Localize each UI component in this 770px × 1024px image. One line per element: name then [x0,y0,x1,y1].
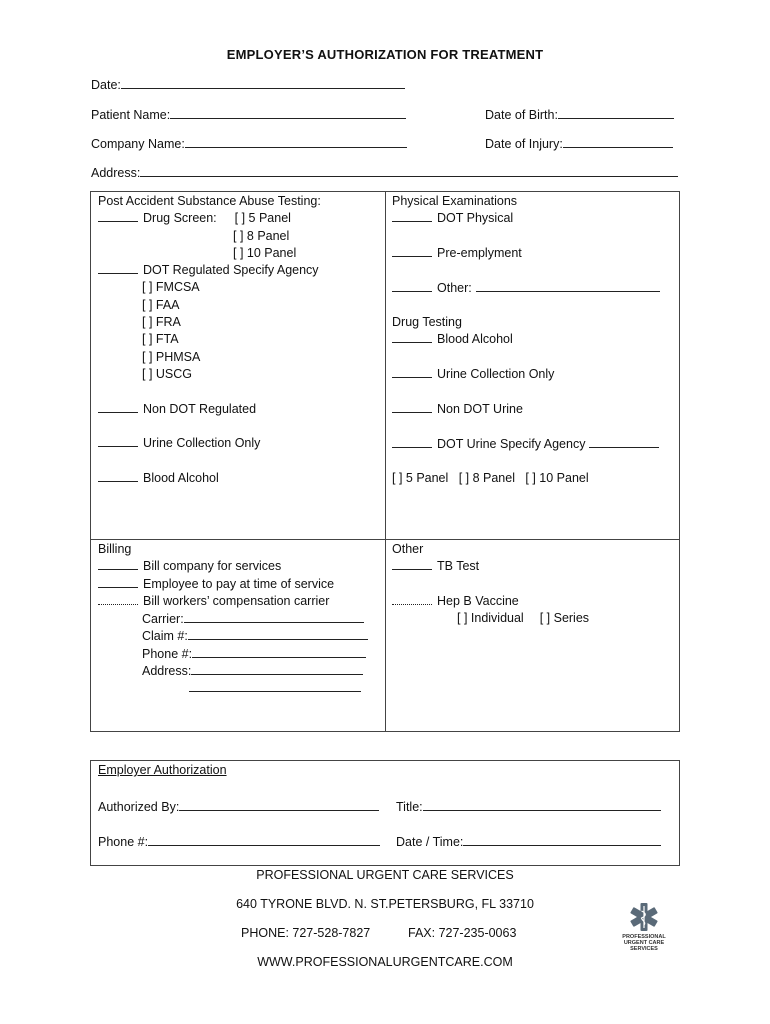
hep-b-row[interactable]: Hep B Vaccine [392,593,589,610]
billing-heading: Billing [98,542,132,556]
non-dot-urine-row[interactable]: Non DOT Urine [392,401,660,418]
panel-5-checkbox[interactable]: [ ] 5 Panel [234,211,291,226]
panel-8-checkbox[interactable]: [ ] 8 Panel [233,228,290,243]
billing-address-line[interactable] [191,662,363,675]
drug-testing-heading: Drug Testing [392,315,462,330]
pre-employment-row[interactable]: Pre-emplyment [392,245,660,262]
dob-field[interactable] [485,106,674,122]
authorized-by-line[interactable] [179,798,379,811]
claim-line[interactable] [188,627,368,640]
panel-10-checkbox[interactable]: [ ] 10 Panel [233,245,297,260]
star-of-life-icon [627,900,661,934]
dob-label: Date of Birth: [485,108,558,122]
post-accident-section [98,193,321,487]
employee-pay-row[interactable]: Employee to pay at time of service [98,576,368,593]
date-field[interactable] [91,76,405,92]
dt-panels-row[interactable]: [ ] 5 Panel [ ] 8 Panel [ ] 10 Panel [392,470,589,485]
dob-line[interactable] [558,106,674,119]
individual-checkbox[interactable]: [ ] Individual [457,611,524,626]
other-heading: Other [392,542,424,556]
auth-phone-field[interactable] [98,833,380,849]
title-label: Title: [396,800,423,814]
billing-phone-field[interactable]: Phone #: [98,645,368,662]
auth-phone-line[interactable] [148,833,380,846]
date-of-injury-field[interactable] [485,135,673,151]
company-name-line[interactable] [185,135,407,148]
address-label: Address: [91,166,141,180]
agency-uscg-checkbox[interactable]: [ ] USCG [142,366,193,381]
authorized-by-field[interactable] [98,798,379,814]
date-time-line[interactable] [463,833,661,846]
bill-company-row[interactable]: Bill company for services [98,558,368,575]
address-field[interactable] [91,164,678,180]
carrier-line[interactable] [184,610,364,623]
billing-phone-line[interactable] [192,645,366,658]
agency-fmcsa-checkbox[interactable]: [ ] FMCSA [142,280,200,295]
footer-phone: PHONE: 727-528-7827 [241,926,371,940]
employer-auth-heading: Employer Authorization [98,763,227,777]
company-name-label: Company Name: [91,137,185,151]
title-field[interactable] [396,798,661,814]
bill-workers-comp-row[interactable]: Bill workers’ compensation carrier [98,593,368,610]
physical-heading: Physical Examinations [392,194,518,208]
footer-fax: FAX: 727-235-0063 [408,926,517,940]
dot-urine-agency-line[interactable] [589,435,659,448]
footer-address: 640 TYRONE BLVD. N. ST.PETERSBURG, FL 33710 [236,897,534,911]
agency-fra-checkbox[interactable]: [ ] FRA [142,315,181,330]
auth-phone-label: Phone #: [98,835,149,849]
drug-screen-row[interactable]: Drug Screen: [ ] 5 Panel [98,210,321,227]
logo-line-1: PROFESSIONAL [622,934,666,940]
agency-phmsa-checkbox[interactable]: [ ] PHMSA [142,349,201,364]
company-logo [614,900,674,964]
patient-name-field[interactable] [91,106,406,122]
date-label: Date: [91,78,121,92]
dot-physical-row[interactable]: DOT Physical [392,210,660,227]
patient-name-line[interactable] [170,106,406,119]
date-time-label: Date / Time: [396,835,464,849]
non-dot-regulated-row[interactable]: Non DOT Regulated [98,401,321,418]
authorized-by-label: Authorized By: [98,800,180,814]
footer-website[interactable]: WWW.PROFESSIONALURGENTCARE.COM [257,955,513,969]
post-accident-heading: Post Accident Substance Abuse Testing: [98,194,321,208]
address-line[interactable] [140,164,678,177]
billing-section [98,541,368,697]
agency-fta-checkbox[interactable]: [ ] FTA [142,332,179,347]
form-title: EMPLOYER’S AUTHORIZATION FOR TREATMENT [226,47,544,62]
claim-field[interactable]: Claim #: [98,627,368,644]
agency-faa-checkbox[interactable]: [ ] FAA [142,297,180,312]
date-time-field[interactable] [396,833,661,849]
tb-test-row[interactable]: TB Test [392,558,589,575]
billing-address-field[interactable]: Address: [98,662,368,679]
billing-address-line-2[interactable] [98,679,368,696]
title-line[interactable] [423,798,661,811]
dt-urine-collection-row[interactable]: Urine Collection Only [392,366,660,383]
other-section [392,541,589,627]
series-checkbox[interactable]: [ ] Series [539,611,590,626]
date-line[interactable] [121,76,405,89]
logo-line-2: URGENT CARE [623,940,665,946]
other-exam-line[interactable] [476,279,660,292]
dot-urine-specify-row[interactable]: DOT Urine Specify Agency [392,435,660,452]
physical-section [392,193,660,487]
other-exam-row[interactable]: Other: [392,279,660,296]
footer-company: PROFESSIONAL URGENT CARE SERVICES [256,868,514,882]
company-name-field[interactable] [91,135,407,151]
urine-collection-row[interactable]: Urine Collection Only [98,435,321,452]
hep-b-options [392,610,589,627]
dot-regulated-row[interactable]: DOT Regulated Specify Agency [98,262,321,279]
column-divider [385,191,386,732]
row-divider [90,539,680,540]
carrier-field[interactable]: Carrier: [98,610,368,627]
date-of-injury-line[interactable] [563,135,673,148]
dt-blood-alcohol-row[interactable]: Blood Alcohol [392,331,660,348]
date-of-injury-label: Date of Injury: [485,137,563,151]
blood-alcohol-row[interactable]: Blood Alcohol [98,470,321,487]
patient-name-label: Patient Name: [91,108,171,122]
logo-line-3: SERVICES [630,946,658,952]
